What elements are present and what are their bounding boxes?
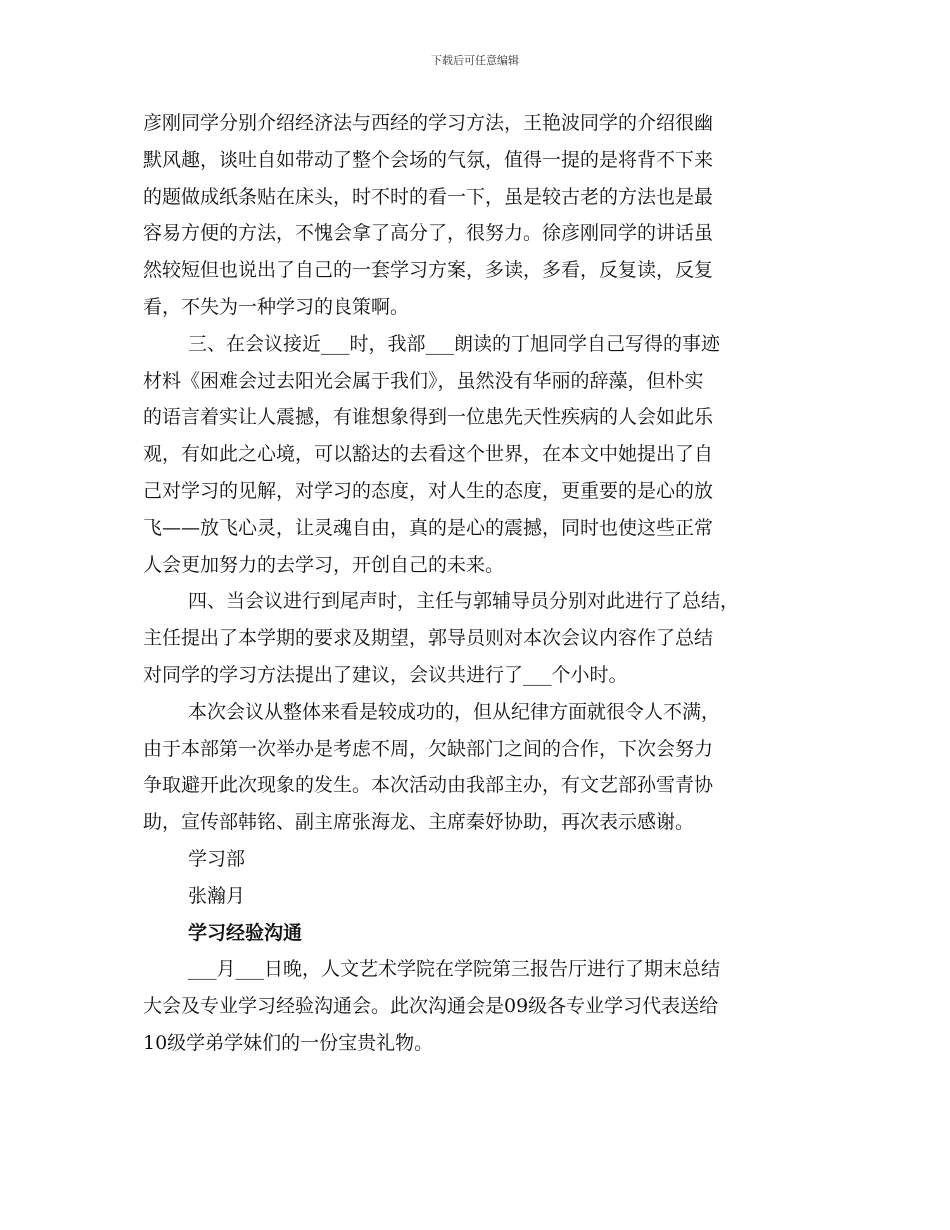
paragraph-exchange-start: ___月___日晚，人文艺术学院在学院第三报告厅进行了期末总结 xyxy=(188,958,721,981)
text-line: 材料《困难会过去阳光会属于我们》，虽然没有华丽的辞藻，但朴实 xyxy=(143,369,704,392)
text-line: 己对学习的见解，对学习的态度，对人生的态度，更重要的是心的放 xyxy=(143,479,714,502)
text-line: 大会及专业学习经验沟通会。此次沟通会是09级各专业学习代表送给 xyxy=(143,995,719,1018)
text-line: 看，不失为一种学习的良策啊。 xyxy=(143,295,410,318)
paragraph-4-start: 四、当会议进行到尾声时，主任与郭辅导员分别对此进行了总结， xyxy=(188,590,740,613)
document-body xyxy=(143,105,815,1062)
text-line: 容易方便的方法，不愧会拿了高分了，很努力。徐彦刚同学的讲话虽 xyxy=(143,222,714,245)
text-line: 默风趣，谈吐自如带动了整个会场的气氛，值得一提的是将背不下来 xyxy=(143,148,714,171)
text-line: 飞——放飞心灵，让灵魂自由，真的是心的震撼，同时也使这些正常 xyxy=(143,516,714,539)
text-line: 对同学的学习方法提出了建议，会议共进行了___个小时。 xyxy=(143,663,628,686)
section-heading: 学习经验沟通 xyxy=(188,921,303,944)
text-line: 彦刚同学分别介绍经济法与西经的学习方法，王艳波同学的介绍很幽 xyxy=(143,112,714,134)
paragraph-3-start: 三、在会议接近___时，我部___朗读的丁旭同学自己写得的事迹 xyxy=(188,332,721,355)
text-line: 10级学弟学妹们的一份宝贵礼物。 xyxy=(143,1031,434,1054)
text-line: 主任提出了本学期的要求及期望，郭导员则对本次会议内容作了总结 xyxy=(143,627,714,650)
text-line: 的语言着实让人震撼，有谁想象得到一位患先天性疾病的人会如此乐 xyxy=(143,406,714,429)
text-line: 争取避开此次现象的发生。本次活动由我部主办，有文艺部孙雪青协 xyxy=(143,774,714,797)
paragraph-summary-start: 本次会议从整体来看是较成功的，但从纪律方面就很令人不满， xyxy=(188,700,721,723)
signature-department: 学习部 xyxy=(188,847,246,870)
text-line: 助，宣传部韩铭、副主席张海龙、主席秦妤协助，再次表示感谢。 xyxy=(143,811,695,834)
text-line: 的题做成纸条贴在床头，时不时的看一下，虽是较古老的方法也是最 xyxy=(143,185,714,208)
text-line: 人会更加努力的去学习，开创自己的未来。 xyxy=(143,553,505,576)
text-line: 观，有如此之心境，可以豁达的去看这个世界，在本文中她提出了自 xyxy=(143,443,714,466)
text-line: 由于本部第一次举办是考虑不周，欠缺部门之间的合作，下次会努力 xyxy=(143,737,714,760)
page-header: 下载后可任意编辑 xyxy=(431,54,519,67)
signature-name: 张瀚月 xyxy=(188,884,246,907)
text-line: 然较短但也说出了自己的一套学习方案，多读，多看，反复读，反复 xyxy=(143,259,714,282)
